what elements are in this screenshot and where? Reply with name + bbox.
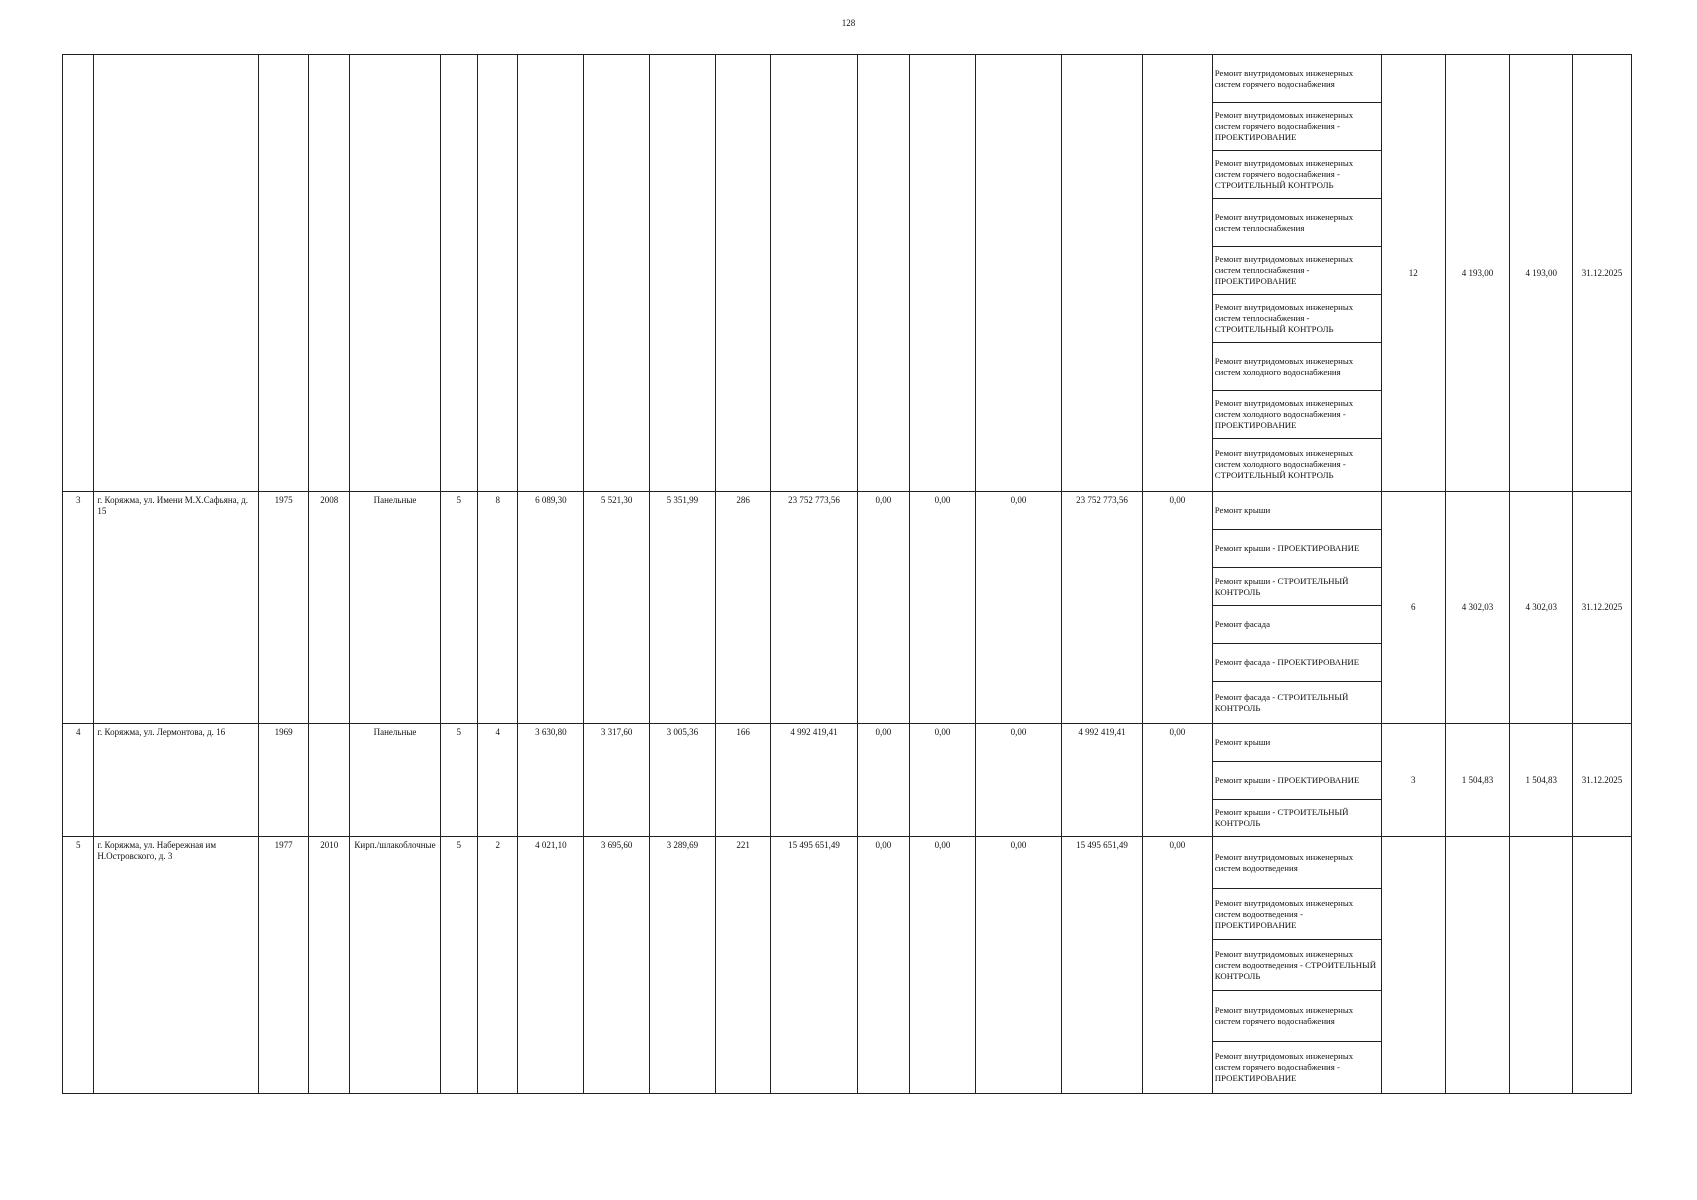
list-item: Ремонт внутридомовых инженерных систем теплоснабжения - ПРОЕКТИРОВАНИЕ <box>1213 247 1381 295</box>
months-cell: 3 <box>1381 724 1445 837</box>
works-cell <box>1212 492 1381 724</box>
year-repair-cell: 2010 <box>308 837 350 1094</box>
table-row <box>63 55 1632 492</box>
list-item: Ремонт внутридомовых инженерных систем теплоснабжения <box>1213 199 1381 247</box>
area-premises-cell: 3 317,60 <box>584 724 650 837</box>
fund-owners-cell: 4 992 419,41 <box>1061 724 1142 837</box>
area-total-cell: 6 089,30 <box>518 492 584 724</box>
year-built-cell: 1977 <box>259 837 309 1094</box>
table-row <box>63 837 1632 1094</box>
fund-owners-cell: 23 752 773,56 <box>1061 492 1142 724</box>
deadline-cell: 31.12.2025 <box>1573 492 1632 724</box>
fund-other-cell: 0,00 <box>1142 837 1212 1094</box>
floors-cell: 5 <box>440 837 477 1094</box>
list-item: Ремонт внутридомовых инженерных систем теплоснабжения - СТРОИТЕЛЬНЫЙ КОНТРОЛЬ <box>1213 295 1381 343</box>
list-item: Ремонт внутридомовых инженерных систем водоотведения <box>1213 837 1381 889</box>
list-item: Ремонт внутридомовых инженерных систем горячего водоснабжения - ПРОЕКТИРОВАНИЕ <box>1213 103 1381 151</box>
list-item: Ремонт внутридомовых инженерных систем горячего водоснабжения - СТРОИТЕЛЬНЫЙ КОНТРОЛЬ <box>1213 151 1381 199</box>
list-item: Ремонт внутридомовых инженерных систем горячего водоснабжения - ПРОЕКТИРОВАНИЕ <box>1214 1050 1354 1083</box>
fund-federal-cell: 0,00 <box>857 492 910 724</box>
list-item: Ремонт крыши - ПРОЕКТИРОВАНИЕ <box>1213 762 1381 800</box>
fund-regional-cell: 0,00 <box>910 724 976 837</box>
year-repair-cell: 2008 <box>308 492 350 724</box>
list-item: Ремонт крыши - ПРОЕКТИРОВАНИЕ <box>1213 530 1381 568</box>
list-item: Ремонт внутридомовых инженерных систем водоотведения - ПРОЕКТИРОВАНИЕ <box>1213 889 1381 940</box>
year-repair-cell <box>308 724 350 837</box>
address-cell: г. Коряжма, ул. Набережная им Н.Островского, д. 3 <box>94 837 259 1094</box>
deadline-cell: 31.12.2025 <box>1573 724 1632 837</box>
list-item: Ремонт крыши - СТРОИТЕЛЬНЫЙ КОНТРОЛЬ <box>1213 568 1381 606</box>
row-number: 3 <box>63 492 94 724</box>
works-cell <box>1212 55 1381 492</box>
address-cell: г. Коряжма, ул. Лермонтова, д. 16 <box>94 724 259 837</box>
list-item: Ремонт внутридомовых инженерных систем холодного водоснабжения - СТРОИТЕЛЬНЫЙ КОНТРОЛЬ <box>1214 448 1354 480</box>
entrances-cell: 2 <box>477 837 517 1094</box>
works-cell <box>1212 724 1381 837</box>
fund-owners-cell: 15 495 651,49 <box>1061 837 1142 1094</box>
area-living-cell: 3 289,69 <box>650 837 716 1094</box>
list-item: Ремонт внутридомовых инженерных систем горячего водоснабжения <box>1213 55 1381 103</box>
list-item: Ремонт внутридомовых инженерных систем горячего водоснабжения <box>1213 991 1381 1042</box>
limit-per-m2-cell: 4 193,00 <box>1510 55 1573 492</box>
list-item: Ремонт фасада - СТРОИТЕЛЬНЫЙ КОНТРОЛЬ <box>1214 691 1349 713</box>
year-built-cell: 1975 <box>259 492 309 724</box>
area-living-cell: 3 005,36 <box>650 724 716 837</box>
cost-total-cell: 4 992 419,41 <box>771 724 857 837</box>
area-premises-cell: 5 521,30 <box>584 492 650 724</box>
residents-cell: 166 <box>715 724 771 837</box>
wall-material-cell: Панельные <box>350 724 440 837</box>
address-cell: г. Коряжма, ул. Имени М.Х.Сафьяна, д. 15 <box>94 492 259 724</box>
cost-total-cell: 15 495 651,49 <box>771 837 857 1094</box>
deadline-cell <box>1573 837 1632 1094</box>
list-item: Ремонт фасада - ПРОЕКТИРОВАНИЕ <box>1213 644 1381 682</box>
list-item: Ремонт крыши - СТРОИТЕЛЬНЫЙ КОНТРОЛЬ <box>1214 807 1349 828</box>
cost-per-m2-cell: 1 504,83 <box>1445 724 1510 837</box>
fund-local-cell: 0,00 <box>975 724 1061 837</box>
fund-federal-cell: 0,00 <box>857 837 910 1094</box>
fund-local-cell: 0,00 <box>975 492 1061 724</box>
fund-other-cell: 0,00 <box>1142 724 1212 837</box>
wall-material-cell: Панельные <box>350 492 440 724</box>
cost-per-m2-cell: 4 302,03 <box>1445 492 1510 724</box>
months-cell <box>1381 837 1445 1094</box>
works-cell <box>1212 837 1381 1094</box>
list-item: Ремонт крыши <box>1213 724 1381 762</box>
wall-material-cell: Кирп./шлакоблочные <box>350 837 440 1094</box>
cost-per-m2-cell: 4 193,00 <box>1445 55 1510 492</box>
year-built-cell: 1969 <box>259 724 309 837</box>
deadline-cell: 31.12.2025 <box>1573 55 1632 492</box>
cost-per-m2-cell <box>1445 837 1510 1094</box>
floors-cell: 5 <box>440 492 477 724</box>
page-number: 128 <box>841 18 856 28</box>
area-premises-cell: 3 695,60 <box>584 837 650 1094</box>
list-item: Ремонт крыши <box>1213 492 1381 530</box>
fund-local-cell: 0,00 <box>975 837 1061 1094</box>
fund-regional-cell: 0,00 <box>910 492 976 724</box>
fund-federal-cell: 0,00 <box>857 724 910 837</box>
fund-regional-cell: 0,00 <box>910 837 976 1094</box>
limit-per-m2-cell <box>1510 837 1573 1094</box>
list-item: Ремонт фасада <box>1213 606 1381 644</box>
residents-cell: 286 <box>715 492 771 724</box>
limit-per-m2-cell: 1 504,83 <box>1510 724 1573 837</box>
entrances-cell: 8 <box>477 492 517 724</box>
list-item: Ремонт внутридомовых инженерных систем холодного водоснабжения - ПРОЕКТИРОВАНИЕ <box>1213 391 1381 439</box>
residents-cell: 221 <box>715 837 771 1094</box>
area-total-cell: 4 021,10 <box>518 837 584 1094</box>
list-item: Ремонт внутридомовых инженерных систем холодного водоснабжения <box>1213 343 1381 391</box>
row-number: 4 <box>63 724 94 837</box>
area-living-cell: 5 351,99 <box>650 492 716 724</box>
entrances-cell: 4 <box>477 724 517 837</box>
table-row <box>63 492 1632 724</box>
floors-cell: 5 <box>440 724 477 837</box>
months-cell: 12 <box>1381 55 1445 492</box>
row-number: 5 <box>63 837 94 1094</box>
limit-per-m2-cell: 4 302,03 <box>1510 492 1573 724</box>
list-item: Ремонт внутридомовых инженерных систем водоотведения - СТРОИТЕЛЬНЫЙ КОНТРОЛЬ <box>1213 940 1381 991</box>
table-row <box>63 724 1632 837</box>
area-total-cell: 3 630,80 <box>518 724 584 837</box>
cost-total-cell: 23 752 773,56 <box>771 492 857 724</box>
fund-other-cell: 0,00 <box>1142 492 1212 724</box>
months-cell: 6 <box>1381 492 1445 724</box>
repair-program-table <box>62 54 1632 1094</box>
